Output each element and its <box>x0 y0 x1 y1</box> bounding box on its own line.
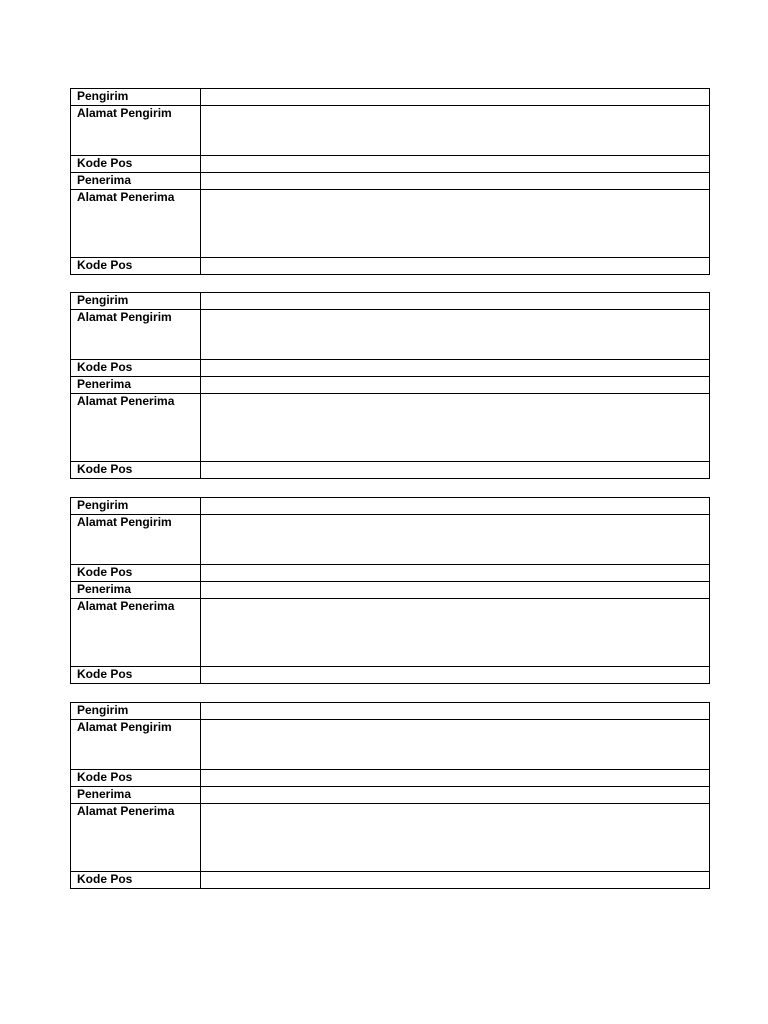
alamat-penerima-field[interactable] <box>201 394 710 462</box>
penerima-field[interactable] <box>201 582 710 599</box>
pengirim-field[interactable] <box>201 293 710 310</box>
penerima-label: Penerima <box>71 582 201 599</box>
row-kode-pos-pengirim <box>71 360 710 377</box>
alamat-pengirim-field[interactable] <box>201 106 710 156</box>
alamat-penerima-field[interactable] <box>201 190 710 258</box>
row-penerima <box>71 377 710 394</box>
kode-pos-penerima-field[interactable] <box>201 462 710 479</box>
pengirim-label: Pengirim <box>71 703 201 720</box>
row-alamat-penerima <box>71 394 710 462</box>
row-alamat-pengirim <box>71 515 710 565</box>
kode-pos-penerima-label: Kode Pos <box>71 462 201 479</box>
row-alamat-pengirim <box>71 310 710 360</box>
alamat-penerima-label: Alamat Penerima <box>71 599 201 667</box>
row-penerima <box>71 173 710 190</box>
row-kode-pos-penerima <box>71 462 710 479</box>
row-alamat-penerima <box>71 804 710 872</box>
kode-pos-penerima-field[interactable] <box>201 872 710 889</box>
kode-pos-penerima-label: Kode Pos <box>71 258 201 275</box>
kode-pos-pengirim-field[interactable] <box>201 770 710 787</box>
penerima-field[interactable] <box>201 787 710 804</box>
row-alamat-penerima <box>71 190 710 258</box>
alamat-penerima-label: Alamat Penerima <box>71 190 201 258</box>
pengirim-field[interactable] <box>201 498 710 515</box>
kode-pos-pengirim-label: Kode Pos <box>71 770 201 787</box>
kode-pos-pengirim-label: Kode Pos <box>71 360 201 377</box>
row-alamat-pengirim <box>71 106 710 156</box>
row-kode-pos-pengirim <box>71 770 710 787</box>
shipping-label-form-1 <box>70 88 710 275</box>
row-alamat-penerima <box>71 599 710 667</box>
row-kode-pos-penerima <box>71 258 710 275</box>
row-alamat-pengirim <box>71 720 710 770</box>
alamat-penerima-field[interactable] <box>201 599 710 667</box>
alamat-pengirim-label: Alamat Pengirim <box>71 310 201 360</box>
alamat-pengirim-label: Alamat Pengirim <box>71 515 201 565</box>
kode-pos-penerima-field[interactable] <box>201 258 710 275</box>
pengirim-field[interactable] <box>201 89 710 106</box>
penerima-label: Penerima <box>71 377 201 394</box>
row-kode-pos-penerima <box>71 667 710 684</box>
kode-pos-pengirim-label: Kode Pos <box>71 565 201 582</box>
pengirim-field[interactable] <box>201 703 710 720</box>
alamat-pengirim-field[interactable] <box>201 720 710 770</box>
row-kode-pos-pengirim <box>71 156 710 173</box>
row-kode-pos-penerima <box>71 872 710 889</box>
kode-pos-pengirim-field[interactable] <box>201 360 710 377</box>
row-pengirim <box>71 498 710 515</box>
row-penerima <box>71 787 710 804</box>
alamat-pengirim-label: Alamat Pengirim <box>71 106 201 156</box>
pengirim-label: Pengirim <box>71 293 201 310</box>
kode-pos-pengirim-field[interactable] <box>201 156 710 173</box>
kode-pos-penerima-field[interactable] <box>201 667 710 684</box>
alamat-penerima-label: Alamat Penerima <box>71 394 201 462</box>
alamat-penerima-label: Alamat Penerima <box>71 804 201 872</box>
alamat-pengirim-field[interactable] <box>201 515 710 565</box>
kode-pos-pengirim-label: Kode Pos <box>71 156 201 173</box>
kode-pos-pengirim-field[interactable] <box>201 565 710 582</box>
pengirim-label: Pengirim <box>71 89 201 106</box>
kode-pos-penerima-label: Kode Pos <box>71 667 201 684</box>
kode-pos-penerima-label: Kode Pos <box>71 872 201 889</box>
penerima-label: Penerima <box>71 173 201 190</box>
shipping-label-form-4 <box>70 702 710 889</box>
penerima-field[interactable] <box>201 173 710 190</box>
row-pengirim <box>71 703 710 720</box>
row-pengirim <box>71 89 710 106</box>
shipping-label-form-3 <box>70 497 710 684</box>
pengirim-label: Pengirim <box>71 498 201 515</box>
alamat-penerima-field[interactable] <box>201 804 710 872</box>
penerima-field[interactable] <box>201 377 710 394</box>
alamat-pengirim-field[interactable] <box>201 310 710 360</box>
row-penerima <box>71 582 710 599</box>
shipping-label-form-2 <box>70 292 710 479</box>
penerima-label: Penerima <box>71 787 201 804</box>
row-pengirim <box>71 293 710 310</box>
row-kode-pos-pengirim <box>71 565 710 582</box>
alamat-pengirim-label: Alamat Pengirim <box>71 720 201 770</box>
